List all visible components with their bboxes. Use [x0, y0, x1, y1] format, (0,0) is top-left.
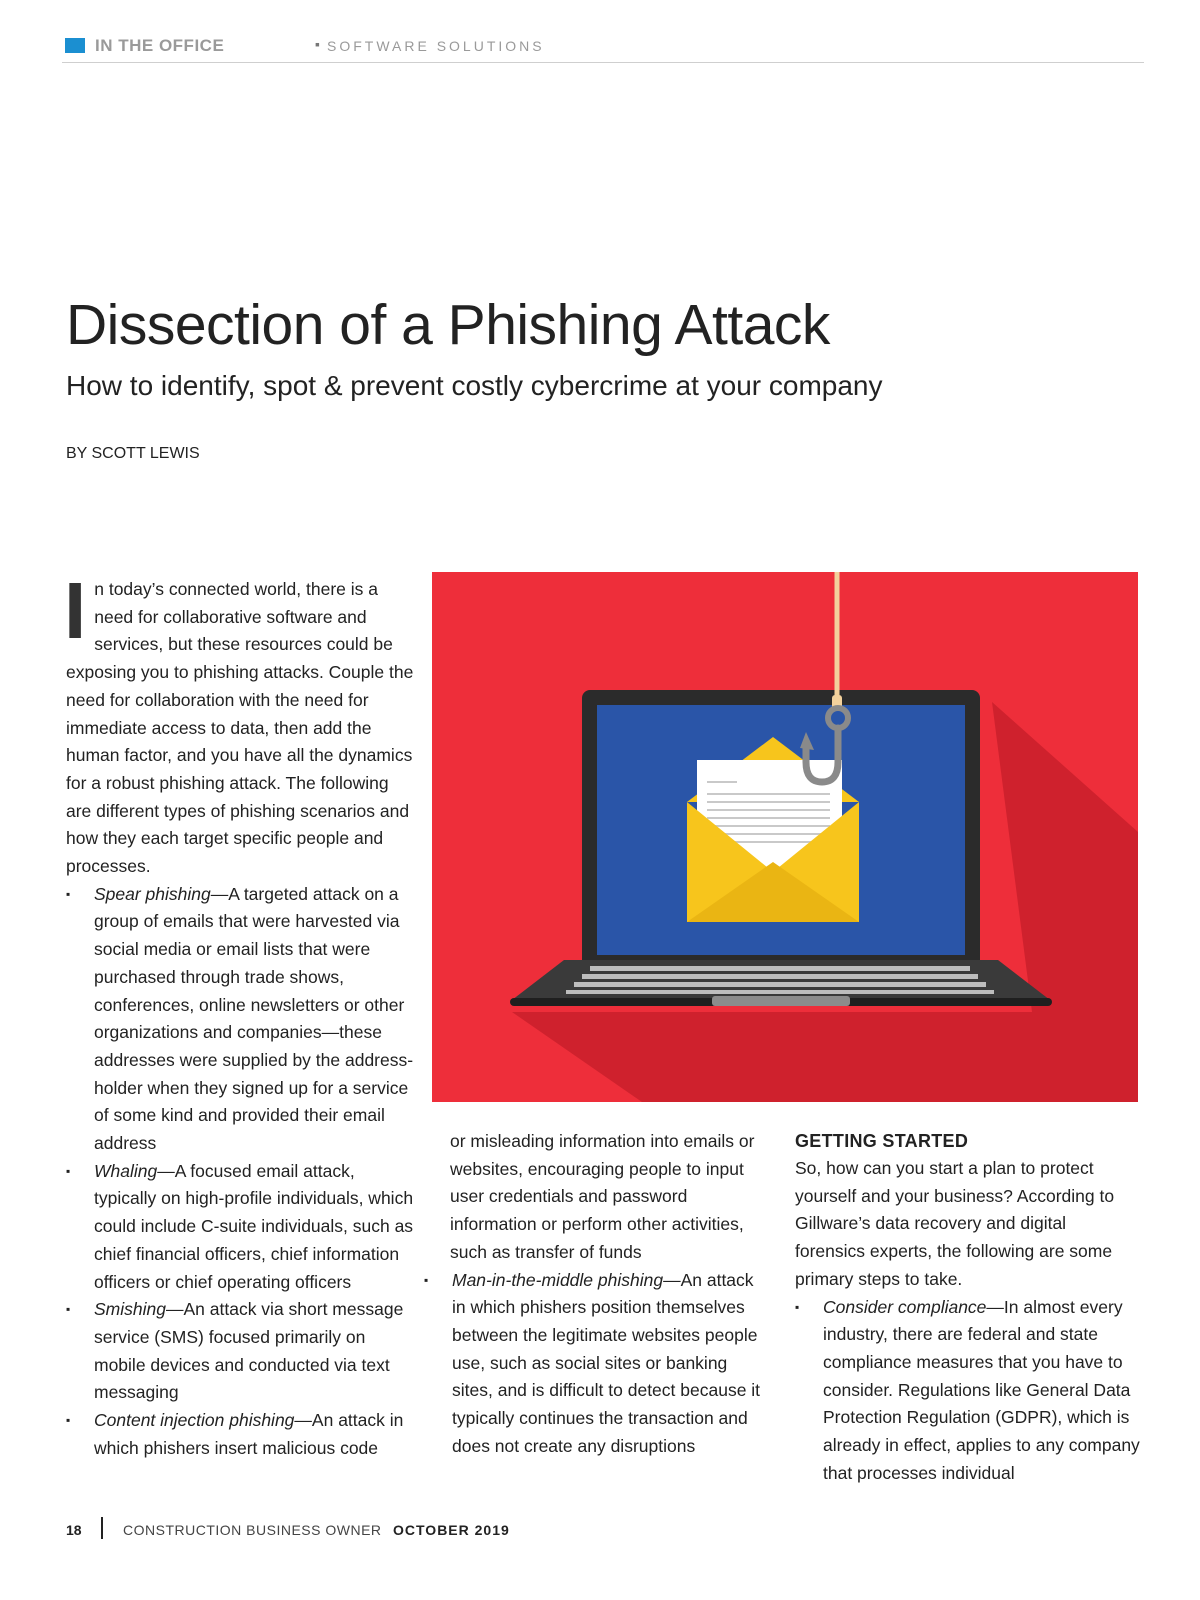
- list-item-term: Spear phishing: [94, 883, 211, 904]
- subsection-label: SOFTWARE SOLUTIONS: [327, 38, 545, 54]
- list-item: [66, 881, 416, 1158]
- article-title: Dissection of a Phishing Attack: [66, 293, 830, 357]
- list-item-term: Whaling: [94, 1160, 158, 1181]
- list-item: [795, 1294, 1140, 1488]
- publication-name: CONSTRUCTION BUSINESS OWNER: [123, 1522, 382, 1538]
- list-item-desc: —An attack via short message service (SMS) focused primarily on mobile devices and conducted via text messaging: [94, 1299, 404, 1403]
- column-3: [795, 1128, 1140, 1487]
- list-item-desc: —An attack in which phishers position themselves between the legitimate websites people use, such as social sites or banking sites, and is difficult to detect because it typically continues the transaction and does not create any disruptions: [452, 1269, 761, 1456]
- intro-paragraph: [64, 566, 416, 881]
- list-item: [66, 1407, 416, 1462]
- section-header: [65, 36, 1145, 64]
- phishing-types-list: [66, 881, 416, 1463]
- list-item-term: Content injection phishing: [94, 1410, 295, 1431]
- list-item-desc: —In almost every industry, there are federal and state compliance measures that you have to consider. Regulations like General Data Protection Regulation (GDPR), which is already in effect, applies to any company that processes individual: [823, 1296, 1140, 1483]
- list-item-desc: —A focused email attack, typically on high-profile individuals, which could include C-suite individuals, such as chief financial officers, chief information officers or chief operating officers: [94, 1160, 414, 1292]
- list-item-term: Man-in-the-middle phishing: [452, 1269, 664, 1290]
- continuation-paragraph: or misleading information into emails or websites, encouraging people to input user credentials and password information or perform other activities, such as transfer of funds: [450, 1131, 755, 1262]
- page-number: 18: [66, 1522, 82, 1538]
- column-1: [64, 566, 416, 1463]
- footer-divider: [101, 1517, 103, 1539]
- list-item-desc: —An attack in which phishers insert malicious code: [94, 1410, 404, 1458]
- section-label: IN THE OFFICE: [95, 36, 225, 55]
- list-item: [424, 1267, 769, 1461]
- list-item: [66, 1296, 416, 1407]
- trackpad-icon: [712, 996, 850, 1006]
- list-item-term: Consider compliance: [823, 1296, 987, 1317]
- phishing-laptop-illustration: [432, 572, 1138, 1102]
- list-item: [66, 1158, 416, 1297]
- intro-text: n today’s connected world, there is a need for collaborative software and services, but these resources could be exposing you to phishing attacks. Couple the need for collaboration with the need for immediate access to data, then add the human factor, and you have all the dynamics for a robust phishing attack. The following are different types of phishing scenarios and how they each target specific people and processes.: [66, 579, 414, 877]
- steps-list: [795, 1294, 1140, 1488]
- list-item-desc: —A targeted attack on a group of emails that were harvested via social media or email lists that were purchased through trade shows, conferences, online newsletters or other organizations and companies—these addresses were supplied by the address-holder when they signed up for a service of some kind and provided their email address: [94, 883, 414, 1154]
- phishing-types-list-continued: [424, 1267, 769, 1461]
- page-footer: [66, 1520, 766, 1540]
- header-divider: [62, 62, 1144, 63]
- section-heading: GETTING STARTED: [795, 1131, 969, 1151]
- article-subtitle: How to identify, spot & prevent costly cybercrime at your company: [66, 370, 883, 401]
- list-item-term: Smishing: [94, 1299, 166, 1320]
- getting-started-paragraph: So, how can you start a plan to protect yourself and your business? According to Gillware’s data recovery and digital forensics experts, the following are some primary steps to take.: [795, 1158, 1115, 1289]
- section-separator: ▪: [315, 36, 320, 52]
- issue-date: OCTOBER 2019: [393, 1522, 510, 1538]
- section-color-marker: [65, 38, 85, 53]
- byline: BY SCOTT LEWIS: [66, 445, 200, 462]
- drop-cap: I: [64, 566, 87, 655]
- column-2: [424, 1128, 769, 1460]
